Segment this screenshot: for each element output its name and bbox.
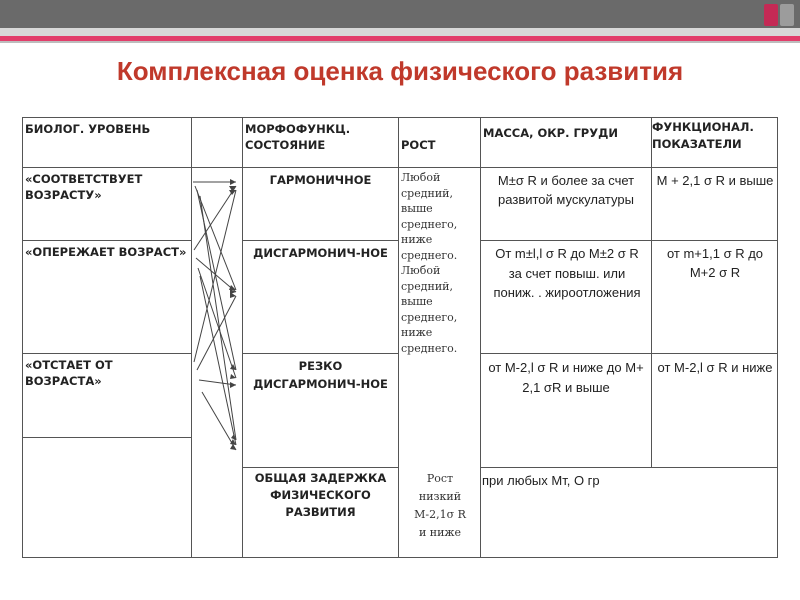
arrow-head: [230, 444, 236, 450]
mass-row-sharp: от М-2,l σ R и ниже до М+ 2,1 σR и выше: [488, 360, 644, 395]
mass-row-delay: при любых Мт, О гр: [482, 473, 600, 488]
morpho-disharmonic: ДИСГАРМОНИЧ-НОЕ: [253, 246, 388, 260]
header-bio-level: БИОЛОГ. УРОВЕНЬ: [25, 122, 151, 136]
connection-arrows: [193, 182, 236, 450]
page-title: Комплексная оценка физического развития: [116, 56, 684, 86]
header-functional: ФУНКЦИОНАЛ. ПОКАЗАТЕЛИ: [652, 120, 754, 151]
morpho-harmonic: ГАРМОНИЧНОЕ: [269, 173, 372, 187]
mass-row-disharmonic: От m±l,l σ R до М±2 σ R за счет повыш. или пониж. . жироотложения: [493, 246, 641, 300]
header-morpho-state: МОРФОФУНКЦ. СОСТОЯНИЕ: [245, 122, 351, 152]
arrow-head: [230, 382, 236, 388]
header-mass: МАССА, ОКР. ГРУДИ: [483, 126, 618, 140]
functional-row-harmonic: М + 2,1 σ R и выше: [656, 173, 774, 188]
height-delay-line: Рост: [426, 472, 454, 485]
header-height: РОСТ: [401, 138, 436, 152]
morpho-general-delay: ОБЩАЯ ЗАДЕРЖКА ФИЗИЧЕСКОГО РАЗВИТИЯ: [254, 471, 387, 519]
height-description: Любой средний, выше среднего, ниже среднего. Любой средний, выше среднего, ниже среднего.: [401, 171, 458, 355]
functional-row-sharp: от М-2,l σ R и ниже: [657, 360, 773, 375]
arrow-heads: [229, 179, 236, 450]
height-delay-line: низкий: [418, 490, 462, 503]
arrow-head: [230, 179, 236, 185]
bio-level-ahead: «ОПЕРЕЖАЕТ ВОЗРАСТ»: [25, 245, 187, 259]
height-delay-line: и ниже: [418, 526, 462, 539]
mass-row-harmonic: М±σ R и более за счет развитой мускулатуры: [497, 173, 635, 207]
height-delay: [401, 470, 479, 542]
bio-level-corresponds: «СООТВЕТСТВУЕТ ВОЗРАСТУ»: [25, 172, 143, 202]
morpho-sharp-disharmonic: РЕЗКО ДИСГАРМОНИЧ-НОЕ: [253, 359, 388, 391]
bio-level-behind: «ОТСТАЕТ ОТ ВОЗРАСТА»: [25, 358, 113, 388]
arrow-line: [194, 186, 236, 250]
functional-row-disharmonic: от m+1,1 σ R до М+2 σ R: [666, 246, 764, 280]
height-delay-line: М-2,1σ R: [414, 508, 466, 521]
